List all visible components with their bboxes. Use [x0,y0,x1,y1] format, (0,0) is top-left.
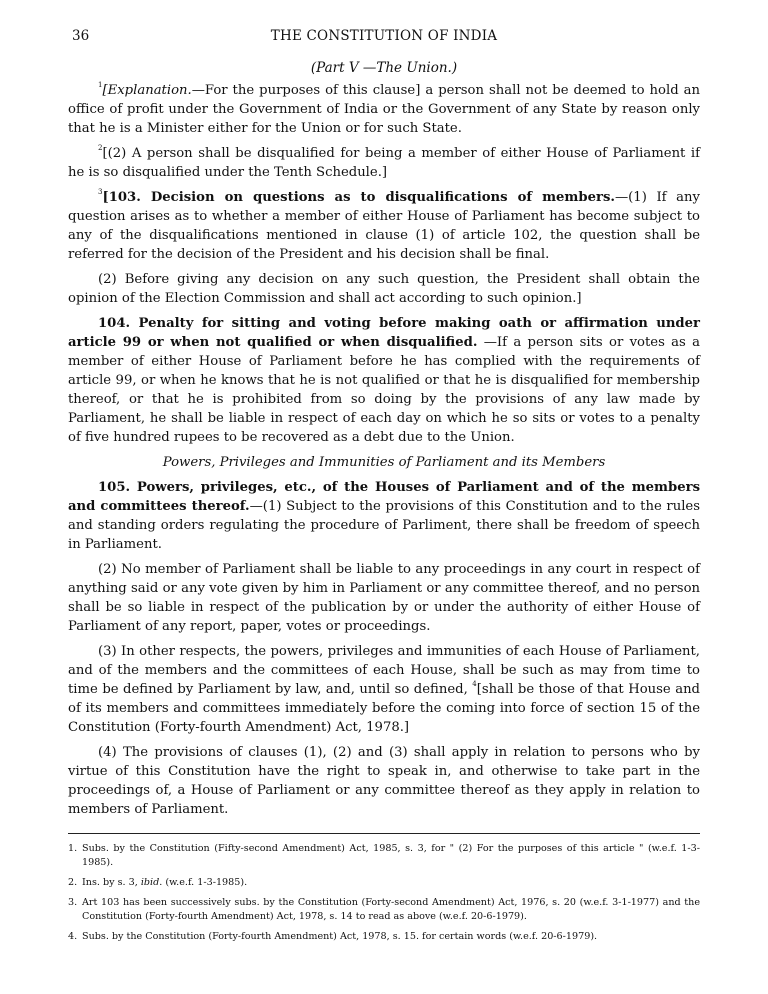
footnote-text: Subs. by the Constitution (Forty-fourth Amendment) Act, 1978, s. 15. for certain words (w.e.f. 20-6-1979). [82,931,598,942]
footnote-text: Ins. by s. 3, [82,877,141,888]
article-105-clause-3-a: (3) In other respects, the powers, privileges and immunities of each House of Parliament, and of the members and the committees of each House, shall be such as may from time to time be defined by Parliament by law, and, until so defined, [68,644,700,697]
article-103 [68,188,700,264]
disqualification-clause [68,144,700,182]
article-103-clause-2: (2) Before giving any decision on any such question, the President shall obtain the opinion of the Election Commission and shall act according to such opinion.] [68,272,700,306]
footnote-number: 1. [68,843,78,854]
footnote-1 [68,842,700,870]
footnote-ref-4: 4 [472,680,477,688]
section-heading: Powers, Privileges and Immunities of Parliament and its Members [162,455,606,470]
explanation-lead: [Explanation. [102,83,192,98]
article-105-text: —(1) Subject to the provisions of this Constitution and to the rules and standing orders regulating the procedure of Parliment, there shall be freedom of speech in Parliament. [68,499,700,552]
article-104-text: —If a person sits or votes as a member of either House of Parliament before he has complied with the requirements of article 99, or when he knows that he is not qualified or that he is disqualified for membership thereof, or that he is prohibited from so doing by the provisions of any law made by Parliament, he shall be liable in respect of each day on which he so sits or votes to a penalty of five hundred rupees to be recovered as a debt due to the Union. [68,335,700,445]
article-104 [68,314,700,447]
page-header [68,26,700,48]
page-title: THE CONSTITUTION OF INDIA [270,28,498,44]
article-105-heading: 105. Powers, privileges, etc., of the Houses of Parliament and of the members and committees thereof. [68,480,700,514]
article-105-clause-4: (4) The provisions of clauses (1), (2) and (3) shall apply in relation to persons who by virtue of this Constitution have the right to speak in, and otherwise to take part in the proceedings of, a House of Parliament or any committee thereof as they apply in relation to members of Parliament. [68,745,700,817]
footnote-ref-2: 2 [98,144,103,152]
footnote-text: Art 103 has been successively subs. by the Constitution (Forty-second Amendment) Act, 1976, s. 20 (w.e.f. 3-1-1977) and the Constitution (Forty-fourth Amendment) Act, 1978, s. 14 to read as above (w.e.f. 20-6-1979). [82,897,700,922]
article-103-heading: [103. Decision on questions as to disqualifications of members. [102,190,615,205]
footnote-3 [68,896,700,924]
document-page [68,26,700,950]
article-105 [68,478,700,554]
footnote-number: 2. [68,877,78,888]
footnote-ref-1: 1 [98,81,103,89]
footnote-2 [68,876,700,890]
footnote-number: 4. [68,931,78,942]
footnote-ref-3: 3 [98,188,103,196]
article-103-text: —(1) If any question arises as to whether a member of either House of Parliament has become subject to any of the disqualifications mentioned in clause (1) of article 102, the question shall be referred for the decision of the President and his decision shall be final. [68,190,700,262]
explanation-paragraph [68,81,700,138]
footnote-number: 3. [68,897,78,908]
explanation-text: —For the purposes of this clause] a person shall not be deemed to hold an office of profit under the Government of India or the Government of any State by reason only that he is a Minister either for the Union or for such State. [68,83,700,136]
part-label: (Part V —The Union.) [310,60,458,76]
footnote-divider [68,833,700,834]
article-105-clause-2: (2) No member of Parliament shall be liable to any proceedings in any court in respect of anything said or any vote given by him in Parliament or any committee thereof, and no person shall be so liable in respect of the publication by or under the authority of either House of Parliament of any report, paper, votes or proceedings. [68,562,700,634]
footnote-ibid: ibid [140,877,160,888]
footnote-text-end: . (w.e.f. 1-3-1985). [159,877,248,888]
article-105-clause-3 [68,642,700,737]
footnote-text: Subs. by the Constitution (Fifty-second Amendment) Act, 1985, s. 3, for " (2) For the purposes of this article " (w.e.f. 1-3-1985). [82,843,700,868]
disqualification-text: [(2) A person shall be disqualified for being a member of either House of Parliament if he is so disqualified under the Tenth Schedule.] [68,146,700,180]
page-number: 36 [72,28,90,44]
article-105-clause-3-b: [shall be those of that House and of its members and committees immediately before the coming into force of section 15 of the Constitution (Forty-fourth Amendment) Act, 1978.] [68,682,701,735]
footnote-4 [68,930,700,944]
article-104-heading: 104. Penalty for sitting and voting before making oath or affirmation under article 99 or when not qualified or when disqualified. [68,316,700,350]
